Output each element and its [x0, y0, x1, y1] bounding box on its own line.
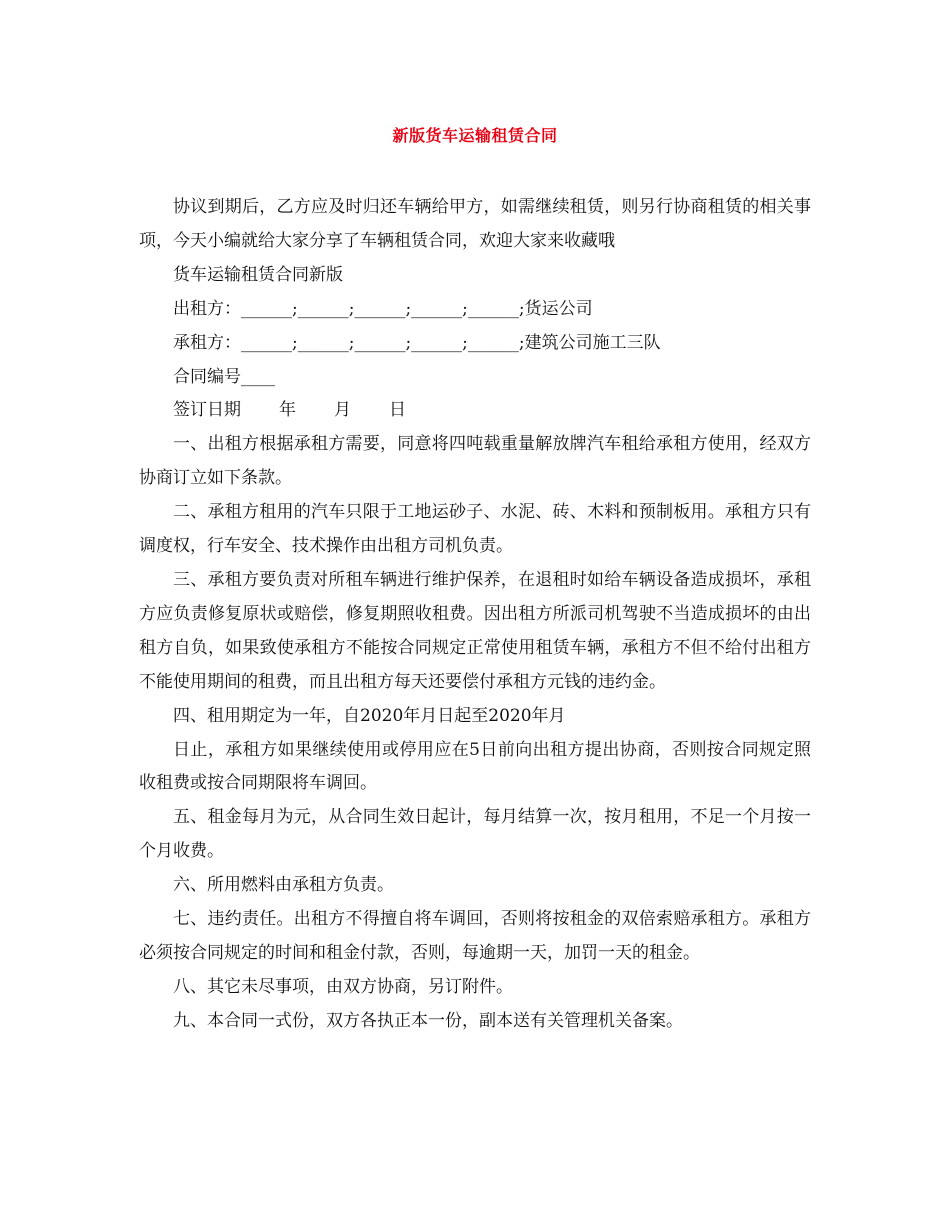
- intro-paragraph: 协议到期后，乙方应及时归还车辆给甲方，如需继续租赁，则另行协商租赁的相关事项，今天小编就给大家分享了车辆租赁合同，欢迎大家来收藏哦: [139, 197, 811, 251]
- clause-5: 五、租金每月为元，从合同生效日起计，每月结算一次，按月租用，不足一个月按一个月收费。: [139, 807, 811, 862]
- document-body: [139, 191, 811, 1039]
- sign-date-year: 年: [279, 400, 296, 421]
- clause-4: 四、租用期定为一年，自2020年月日起至2020年月: [173, 705, 566, 726]
- lessee-line: 承租方：______;______;______;______;______;建筑公司施工三队: [173, 332, 661, 353]
- subtitle-line: 货车运输租赁合同新版: [173, 264, 343, 285]
- sign-date-month: 月: [334, 400, 351, 421]
- page-title: 新版货车运输租赁合同: [392, 126, 558, 145]
- sign-date-label: 签订日期: [173, 400, 241, 421]
- clause-3: 三、承租方要负责对所租车辆进行维护保养，在退租时如给车辆设备造成损坏，承租方应负责修复原状或赔偿，修复期照收租费。因出租方所派司机驾驶不当造成损坏的由出租方自负，如果致使承租方不能按合同规定正常使用租赁车辆，承租方不但不给付出租方不能使用期间的租费，而且出租方每天还要偿付承租方元钱的违约金。: [139, 569, 811, 692]
- clause-1: 一、出租方根据承租方需要，同意将四吨载重量解放牌汽车租给承租方使用，经双方协商订立如下条款。: [139, 434, 811, 489]
- clause-4-continued: 日止，承租方如果继续使用或停用应在5日前向出租方提出协商，否则按合同规定照收租费或按合同期限将车调回。: [139, 739, 811, 794]
- clause-8: 八、其它未尽事项，由双方协商，另订附件。: [173, 976, 513, 997]
- clause-7: 七、违约责任。出租方不得擅自将车调回，否则将按租金的双倍索赔承租方。承租方必须按合同规定的时间和租金付款，否则，每逾期一天，加罚一天的租金。: [139, 909, 811, 963]
- sign-date-line: [139, 394, 811, 428]
- lessor-line: 出租方：______;______;______;______;______;货运公司: [173, 298, 593, 319]
- sign-date-day: 日: [389, 400, 406, 421]
- contract-number-line: 合同编号____: [173, 366, 275, 387]
- clause-9: 九、本合同一式份，双方各执正本一份，副本送有关管理机关备案。: [173, 1010, 683, 1031]
- clause-6: 六、所用燃料由承租方负责。: [173, 875, 394, 896]
- clause-2: 二、承租方租用的汽车只限于工地运砂子、水泥、砖、木料和预制板用。承租方只有调度权，行车安全、技术操作由出租方司机负责。: [139, 502, 811, 557]
